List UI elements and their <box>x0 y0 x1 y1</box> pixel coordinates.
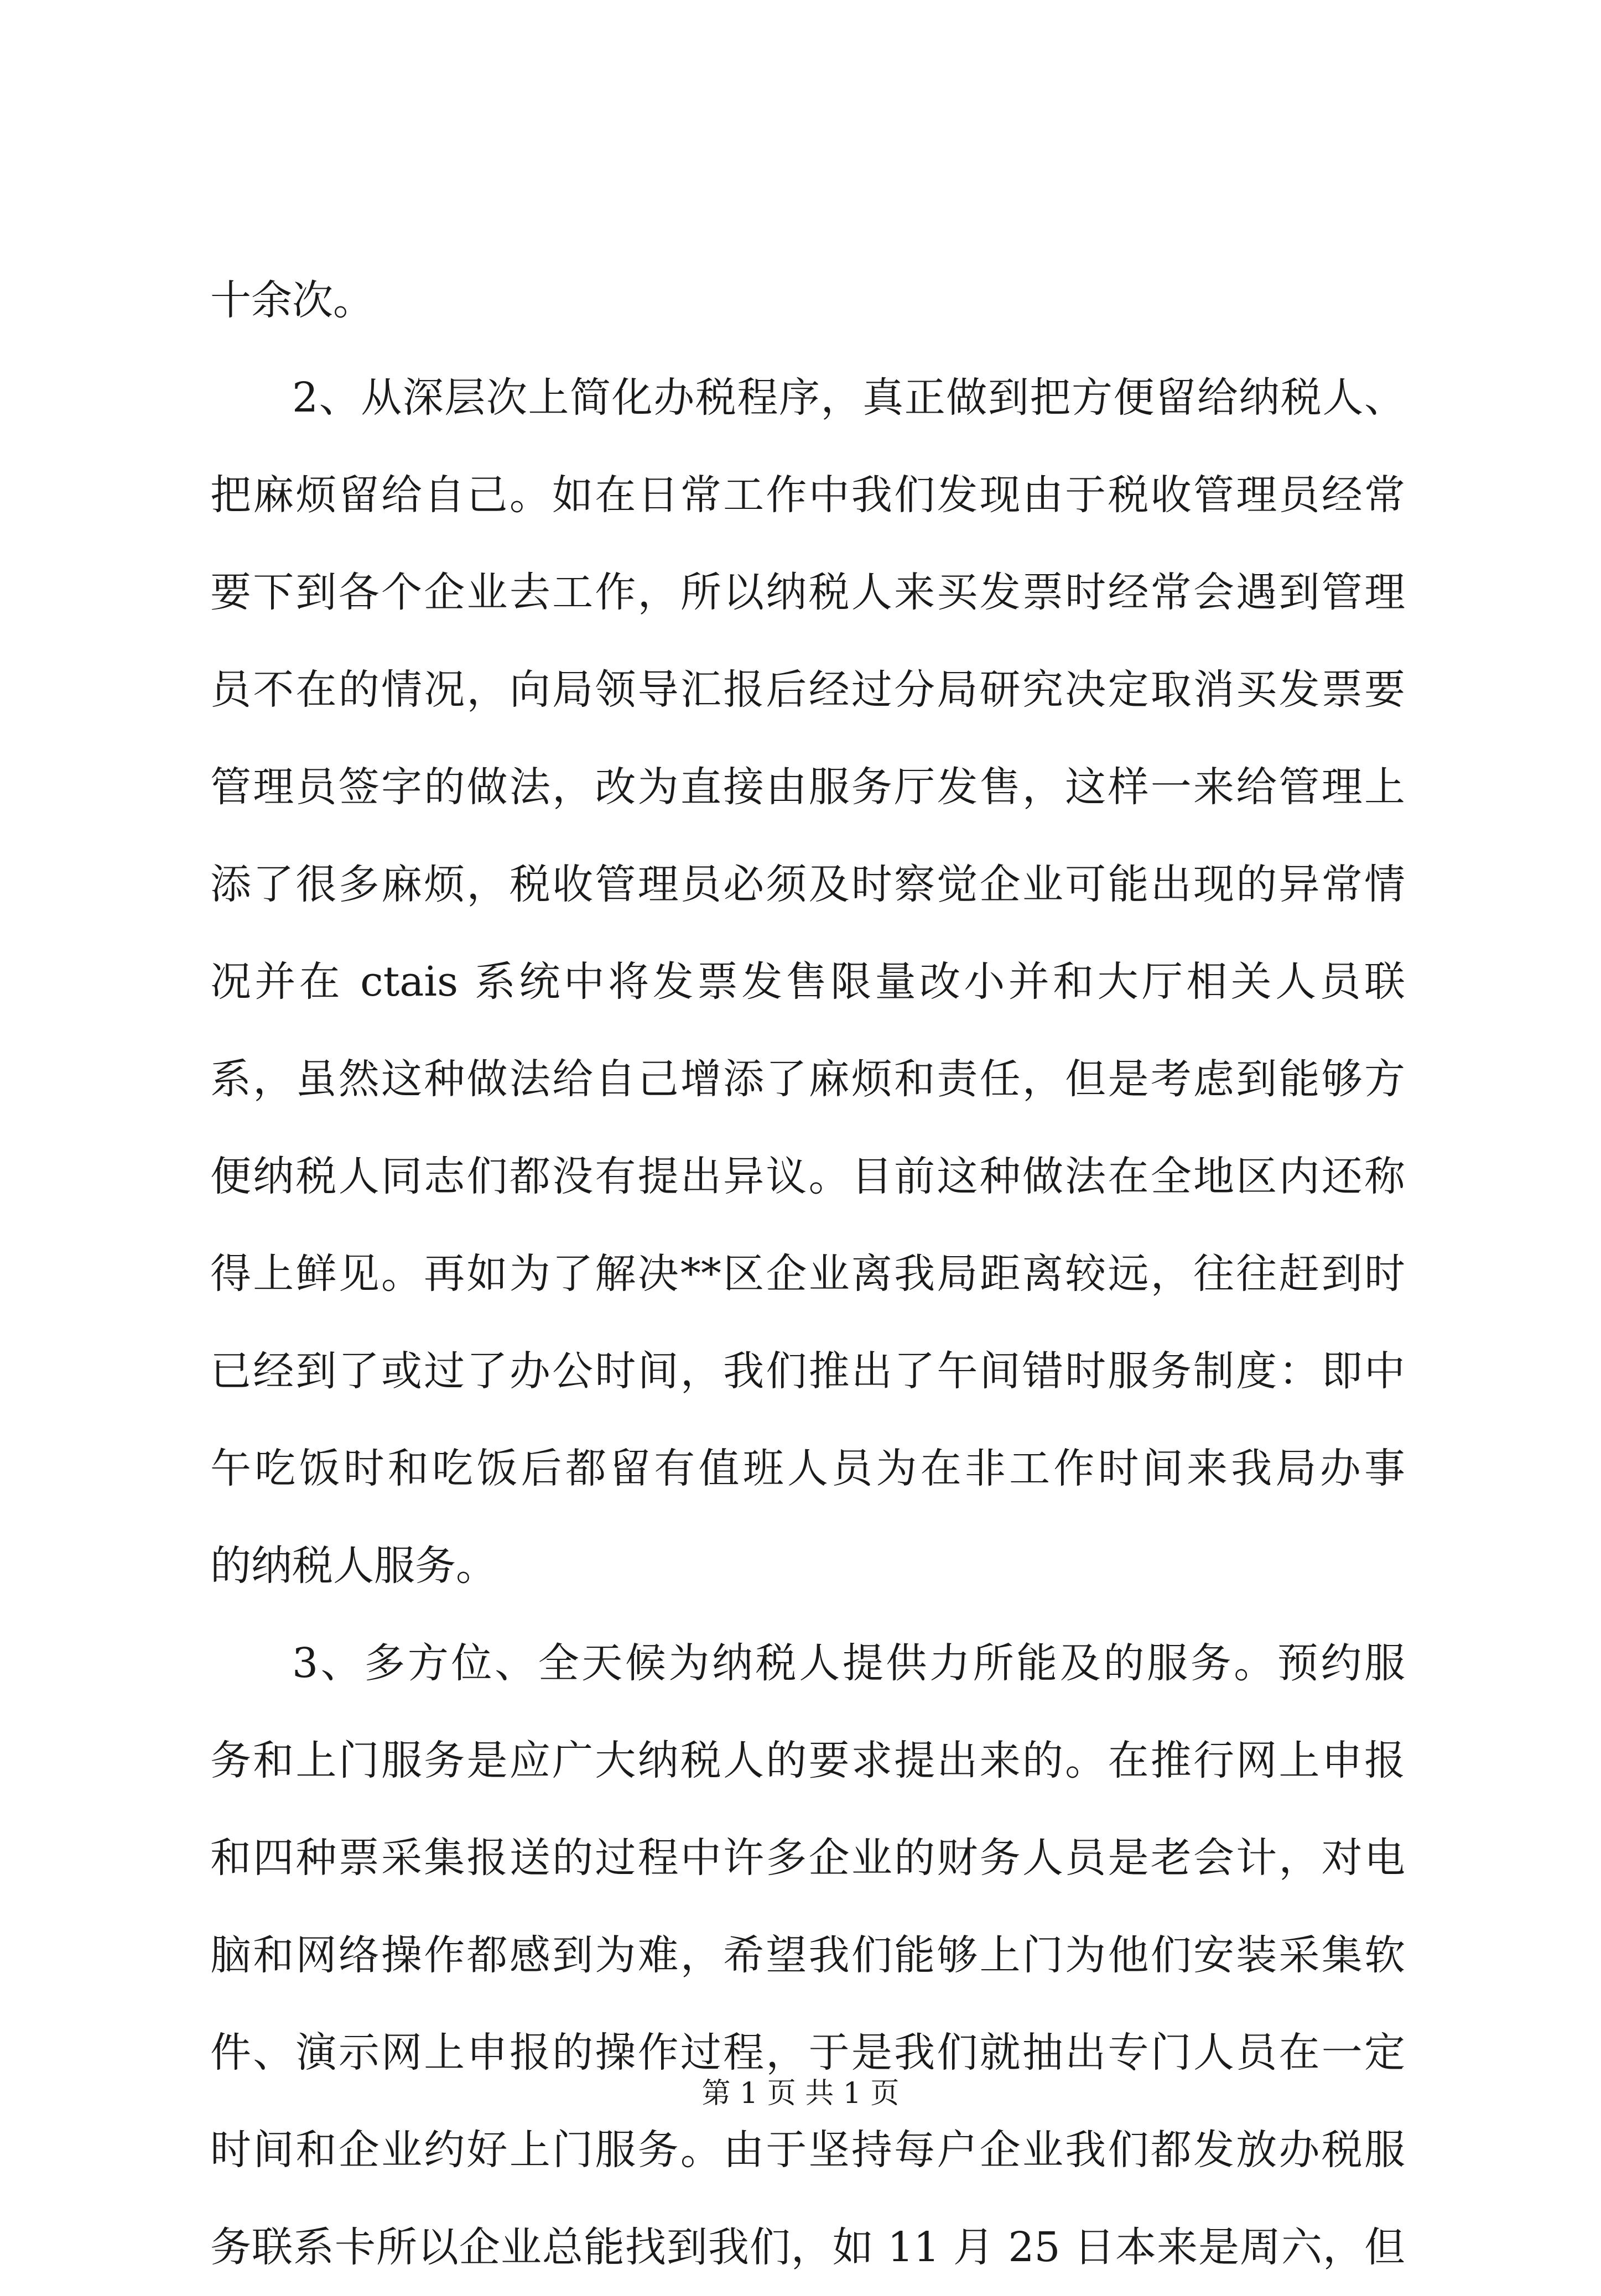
text-line: 员不在的情况，向局领导汇报后经过分局研究决定取消买发票要 <box>210 666 1405 714</box>
text-line: 2、从深层次上简化办税程序，真正做到把方便留给纳税人、 <box>292 374 1405 421</box>
text-line: 务联系卡所以企业总能找到我们，如 11 月 25 日本来是周六，但 <box>210 2224 1405 2271</box>
text-line: 添了很多麻烦，税收管理员必须及时察觉企业可能出现的异常情 <box>210 861 1405 908</box>
text-line: 便纳税人同志们都没有提出异议。目前这种做法在全地区内还称 <box>210 1153 1405 1200</box>
document-body <box>210 252 1405 2296</box>
text-line: 3、多方位、全天候为纳税人提供力所能及的服务。预约服 <box>292 1639 1405 1687</box>
text-line: 况并在 ctais 系统中将发票发售限量改小并和大厅相关人员联 <box>210 958 1405 1006</box>
text-line: 系，虽然这种做法给自己增添了麻烦和责任，但是考虑到能够方 <box>210 1055 1405 1103</box>
text-line: 务和上门服务是应广大纳税人的要求提出来的。在推行网上申报 <box>210 1737 1405 1784</box>
text-line: 午吃饭时和吃饭后都留有值班人员为在非工作时间来我局办事 <box>210 1445 1405 1492</box>
text-line: 管理员签字的做法，改为直接由服务厅发售，这样一来给管理上 <box>210 763 1405 811</box>
page-footer: 第 1 页 共 1 页 <box>701 2077 900 2110</box>
text-line: 要下到各个企业去工作，所以纳税人来买发票时经常会遇到管理 <box>210 569 1405 616</box>
text-line: 十余次。 <box>210 277 374 324</box>
text-line: 和四种票采集报送的过程中许多企业的财务人员是老会计，对电 <box>210 1834 1405 1882</box>
text-line: 的纳税人服务。 <box>210 1542 497 1590</box>
text-line: 得上鲜见。再如为了解决**区企业离我局距离较远，往往赶到时 <box>210 1250 1405 1298</box>
text-line: 件、演示网上申报的操作过程，于是我们就抽出专门人员在一定 <box>210 2029 1405 2076</box>
text-line: 脑和网络操作都感到为难，希望我们能够上门为他们安装采集软 <box>210 1931 1405 1979</box>
text-line: 把麻烦留给自己。如在日常工作中我们发现由于税收管理员经常 <box>210 471 1405 519</box>
text-line: 时间和企业约好上门服务。由于坚持每户企业我们都发放办税服 <box>210 2126 1405 2174</box>
text-line: 已经到了或过了办公时间，我们推出了午间错时服务制度：即中 <box>210 1347 1405 1395</box>
